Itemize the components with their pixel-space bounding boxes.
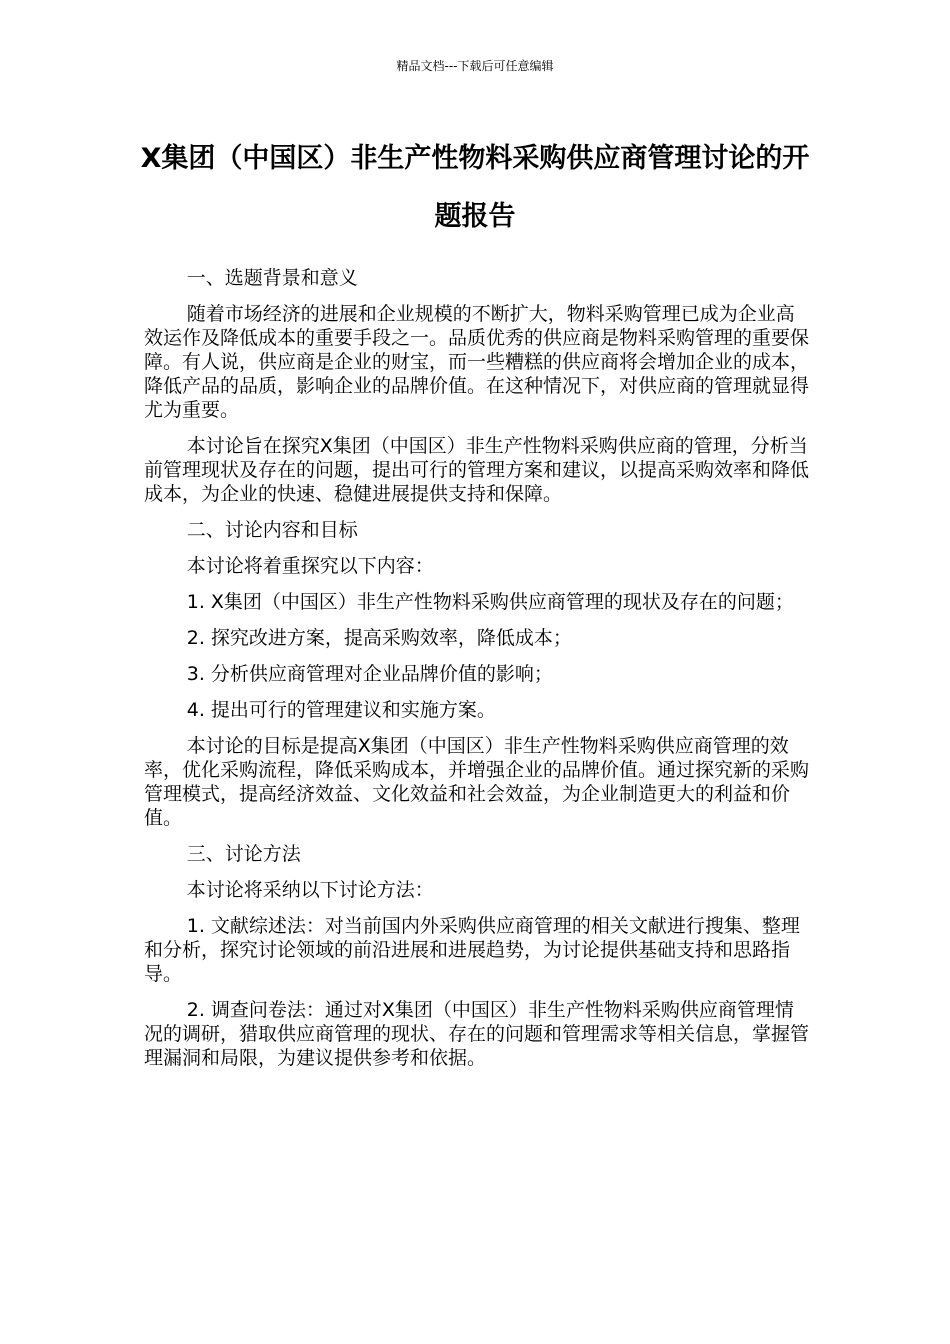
paragraph: 本讨论将采纳以下讨论方法：	[186, 879, 434, 901]
list-item: 4. 提出可行的管理建议和实施方案。	[186, 699, 496, 721]
page-header-note: 精品文档---下载后可任意编辑	[396, 59, 554, 73]
paragraph: 本讨论的目标是提高X集团（中国区）非生产性物料采购供应商管理的效率，优化采购流程，降低采购成本，并增强企业的品牌价值。通过探究新的采购管理模式，提高经济效益、文化效益和社会效益，为企业制造更大的利益和价值。	[144, 735, 810, 829]
section-heading-content: 二、讨论内容和目标	[186, 519, 358, 541]
document-title: X集团（中国区）非生产性物料采购供应商管理讨论的开题报告	[140, 143, 810, 232]
paragraph: 本讨论旨在探究X集团（中国区）非生产性物料采购供应商的管理，分析当前管理现状及存在的问题，提出可行的管理方案和建议，以提高采购效率和降低成本，为企业的快速、稳健进展提供支持和保障。	[144, 435, 810, 505]
paragraph: 本讨论将着重探究以下内容：	[186, 555, 434, 577]
section-heading-methods: 三、讨论方法	[186, 843, 301, 865]
document-body	[144, 266, 810, 1082]
section-heading-background: 一、选题背景和意义	[186, 267, 358, 289]
paragraph: 随着市场经济的进展和企业规模的不断扩大，物料采购管理已成为企业高效运作及降低成本的重要手段之一。品质优秀的供应商是物料采购管理的重要保障。有人说，供应商是企业的财宝，而一些糟糕的供应商将会增加企业的成本，降低产品的品质，影响企业的品牌价值。在这种情况下，对供应商的管理就显得尤为重要。	[144, 303, 810, 421]
list-item: 2. 探究改进方案，提高采购效率，降低成本；	[186, 627, 572, 649]
list-item: 3. 分析供应商管理对企业品牌价值的影响；	[186, 663, 553, 685]
list-item: 2. 调查问卷法：通过对X集团（中国区）非生产性物料采购供应商管理情况的调研，猎取供应商管理的现状、存在的问题和管理需求等相关信息，掌握管理漏洞和局限，为建议提供参考和依据。	[144, 999, 810, 1069]
list-item: 1. X集团（中国区）非生产性物料采购供应商管理的现状及存在的问题；	[186, 591, 794, 613]
list-item: 1. 文献综述法：对当前国内外采购供应商管理的相关文献进行搜集、整理和分析，探究讨论领域的前沿进展和进展趋势，为讨论提供基础支持和思路指导。	[144, 915, 800, 985]
